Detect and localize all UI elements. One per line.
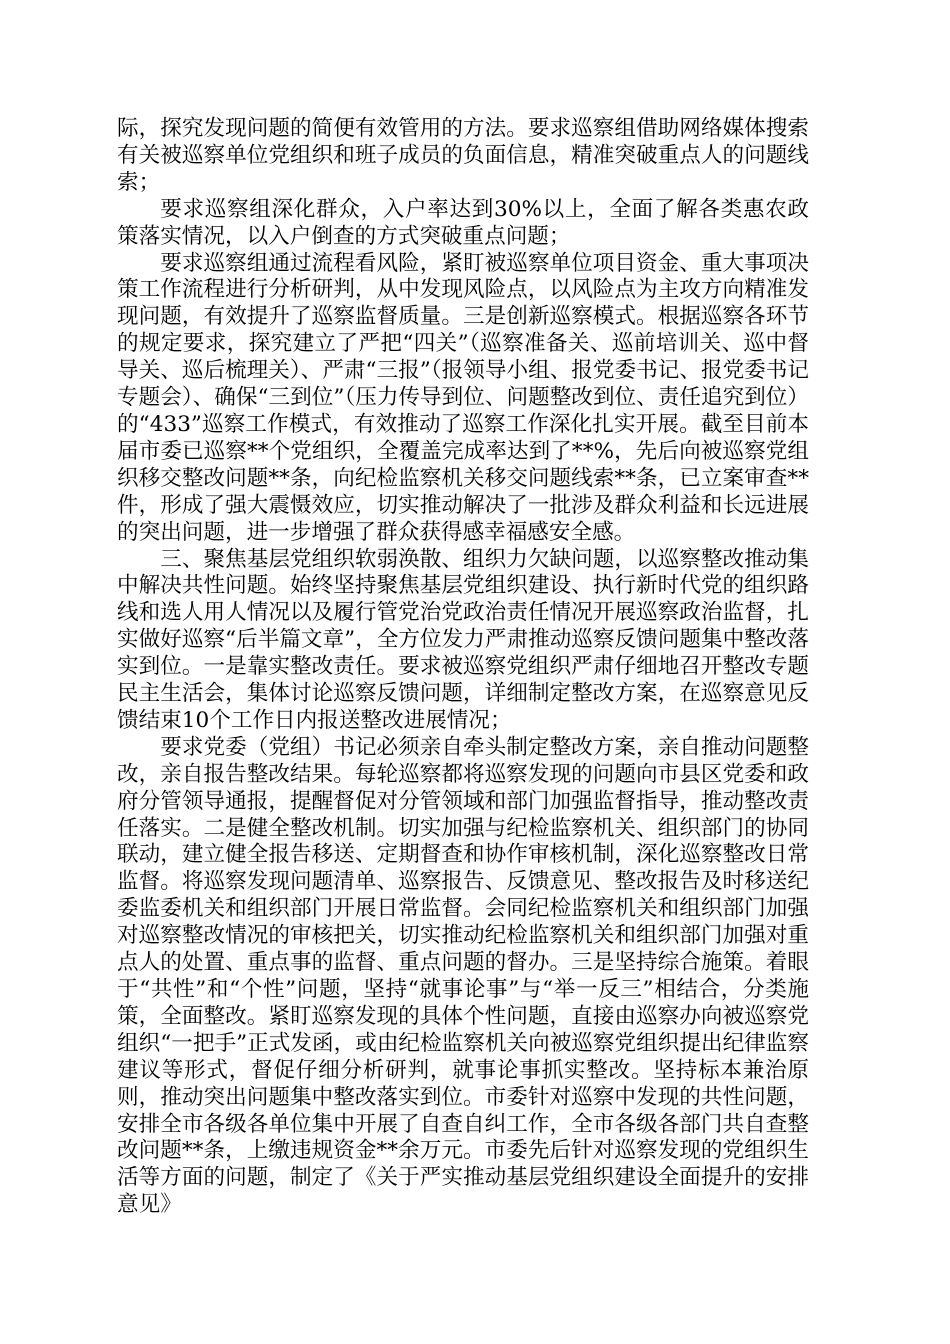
paragraph-5: 要求党委（党组）书记必须亲自牵头制定整改方案，亲自推动问题整改，亲自报告整改结果。每轮巡察都将巡察发现的问题向市县区党委和政府分管领导通报，提醒督促对分管领域和部门加强监督指导，推动整改责任落实。二是健全整改机制。切实加强与纪检监察机关、组织部门的协同联动，建立健全报告移送、定期督查和协作审核机制，深化巡察整改日常监督。将巡察发现问题清单、巡察报告、反馈意见、整改报告及时移送纪委监委机关和组织部门开展日常监督。会同纪检监察机关和组织部门加强对巡察整改情况的审核把关，切实推动纪检监察机关和组织部门加强对重点人的处置、重点事的监督、重点问题的督办。三是坚持综合施策。着眼于“共性”和“个性”问题，坚持“就事论事”与“举一反三”相结合，分类施策，全面整改。紧盯巡察发现的具体个性问题，直接由巡察办向被巡察党组织“一把手”正式发函，或由纪检监察机关向被巡察党组织提出纪律监察建议等形式，督促仔细分析研判，就事论事抓实整改。坚持标本兼治原则，推动突出问题集中整改落实到位。市委针对巡察中发现的共性问题，安排全市各级各单位集中开展了自查自纠工作，全市各级各部门共自查整改问题**条，上缴违规资金**余万元。市委先后针对巡察发现的党组织生活等方面的问题，制定了《关于严实推动基层党组织建设全面提升的安排意见》	[117, 734, 809, 1218]
paragraph-4: 三、聚焦基层党组织软弱涣散、组织力欠缺问题，以巡察整改推动集中解决共性问题。始终坚持聚焦基层党组织建设、执行新时代党的组织路线和选人用人情况以及履行管党治党政治责任情况开展巡察政治监督，扎实做好巡察“后半篇文章”，全方位发力严肃推动巡察反馈问题集中整改落实到位。一是靠实整改责任。要求被巡察党组织严肃仔细地召开整改专题民主生活会，集体讨论巡察反馈问题，详细制定整改方案，在巡察意见反馈结束10个工作日内报送整改进展情况；	[117, 546, 809, 733]
document-body	[117, 116, 809, 1219]
paragraph-1: 际，探究发现问题的简便有效管用的方法。要求巡察组借助网络媒体搜索有关被巡察单位党组织和班子成员的负面信息，精准突破重点人的问题线索；	[117, 116, 809, 195]
paragraph-3: 要求巡察组通过流程看风险，紧盯被巡察单位项目资金、重大事项决策工作流程进行分析研判，从中发现风险点，以风险点为主攻方向精准发现问题，有效提升了巡察监督质量。三是创新巡察模式。根据巡察各环节的规定要求，探究建立了严把“四关”（巡察准备关、巡前培训关、巡中督导关、巡后梳理关）、严肃“三报”（报领导小组、报党委书记、报党委书记专题会）、确保“三到位”（压力传导到位、问题整改到位、责任追究到位）的“433”巡察工作模式，有效推动了巡察工作深化扎实开展。截至目前本届市委已巡察**个党组织，全覆盖完成率达到了**%，先后向被巡察党组织移交整改问题**条，向纪检监察机关移交问题线索**条，已立案审查**件，形成了强大震慑效应，切实推动解决了一批涉及群众利益和长远进展的突出问题，进一步增强了群众获得感幸福感安全感。	[117, 250, 809, 545]
paragraph-2: 要求巡察组深化群众，入户率达到30%以上，全面了解各类惠农政策落实情况，以入户倒查的方式突破重点问题；	[117, 196, 809, 249]
